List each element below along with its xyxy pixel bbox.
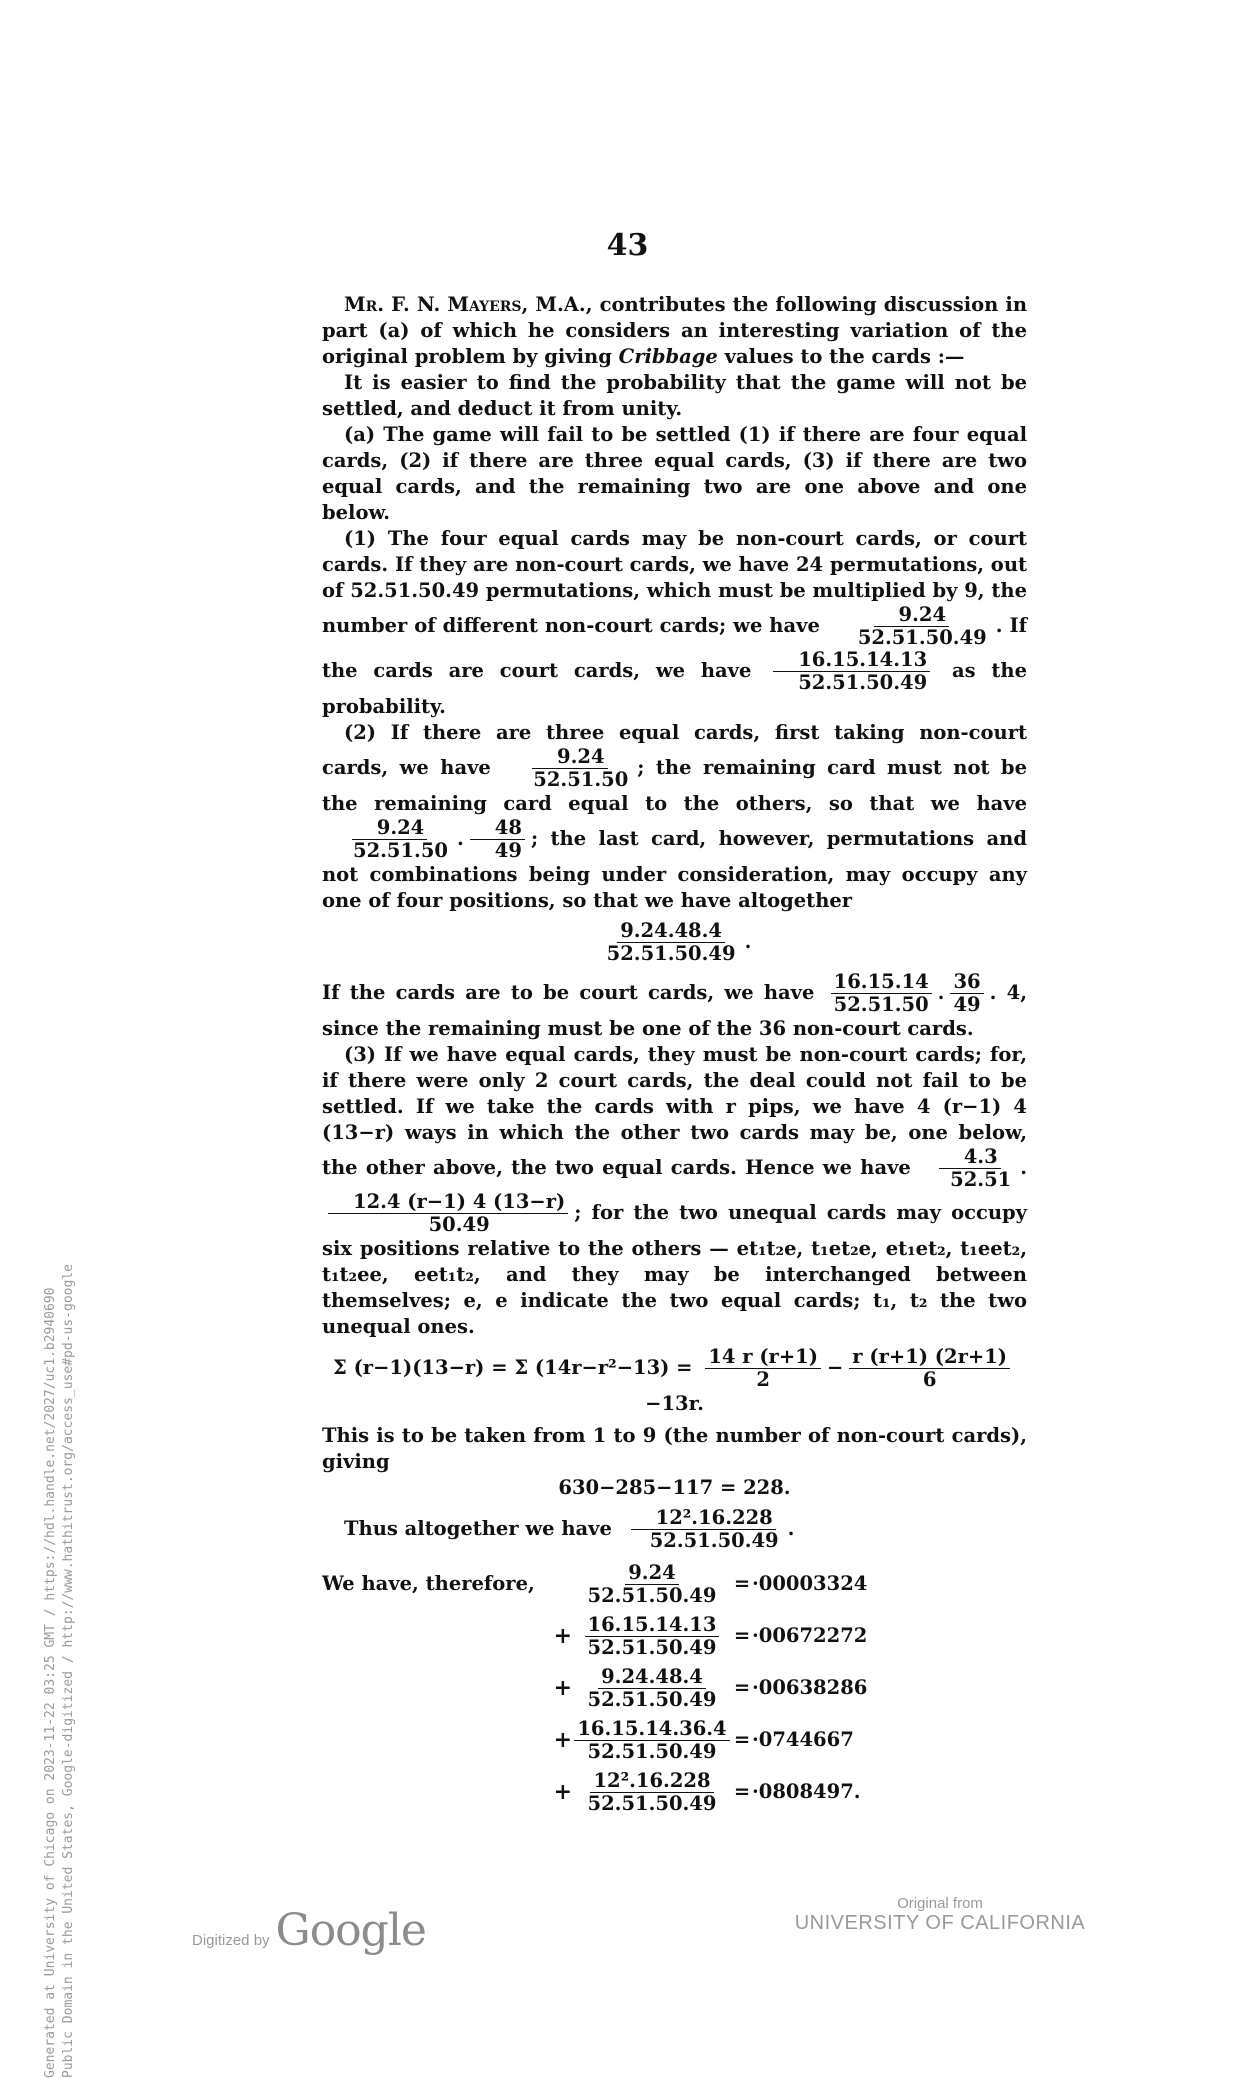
display-equation: $\frac{9.24.48.4}{52.51.50.49}$ . bbox=[322, 920, 1027, 965]
digitized-by-label: Digitized by bbox=[192, 1932, 270, 1949]
intro-paragraph bbox=[322, 292, 1027, 370]
fraction: $\frac{9.24}{52.51.50}$ bbox=[533, 745, 629, 791]
intro-text: , contributes the following discussion in part (a) of which he considers an interesting variation of the original problem by giving bbox=[322, 293, 1028, 368]
summary-value: ·00003324 bbox=[752, 1572, 868, 1595]
fraction: $\frac{16.15.14}{52.51.50}$ bbox=[831, 971, 932, 1016]
hathitrust-watermark bbox=[42, 1178, 78, 2078]
university-name: UNIVERSITY OF CALIFORNIA bbox=[794, 1912, 1086, 1934]
summation-tail: −13r. bbox=[645, 1392, 704, 1415]
fraction: $\frac{\text{12².16.228}}{52.51.50.49}$ bbox=[587, 1768, 717, 1815]
summary-value: ·0744667 bbox=[752, 1728, 854, 1751]
digitized-by-google bbox=[192, 1905, 426, 1956]
summary-row: + $\frac{16.15.14.13}{52.51.50.49}$ = ·00672272 bbox=[322, 1610, 1027, 1662]
summation-equation: Σ (r−1)(13−r) = Σ (14r−r²−13) = $\frac{14 r (r+1)}{2}$ − $\frac{r (r+1) (2r+1)}{6}$ −13r. bbox=[322, 1346, 1027, 1417]
summary-row: We have, therefore, $\frac{9.24}{52.51.50.49}$ = ·00003324 bbox=[322, 1558, 1027, 1610]
case-3-text: (3) If we have equal cards, they must be non-court cards; for, if there were only 2 court cards, the deal could not fail to be settled. If we take the cards with r pips, we have 4 (r−1) 4 (13−r) ways in which the other two cards may be, one below, the other above, the two equal cards. Hence we have bbox=[322, 1043, 1027, 1179]
summary-value: ·0808497. bbox=[752, 1780, 861, 1803]
fraction: $\frac{r (r+1) (2r+1)}{6}$ bbox=[849, 1346, 1010, 1391]
case-2-text-c: ; the last card, however, permutations and not combinations being under consideration, may occupy any one of four positions, so that we have altogether bbox=[322, 827, 1027, 912]
summary-row: + $\frac{\text{12².16.228}}{52.51.50.49}$ = ·0808497. bbox=[322, 1766, 1027, 1818]
taken-paragraph: This is to be taken from 1 to 9 (the number of non-court cards), giving bbox=[322, 1424, 1027, 1473]
watermark-line-1: Generated at University of Chicago on 2023-11-22 03:25 GMT / https://hdl.handle.net/2027/uc1.b2940690 bbox=[43, 1287, 58, 2078]
summary-value: ·00638286 bbox=[752, 1676, 868, 1699]
summation-lhs: Σ (r−1)(13−r) = Σ (14r−r²−13) = bbox=[333, 1356, 693, 1379]
fraction: $\frac{16.15.14.13}{52.51.50.49}$ bbox=[773, 649, 930, 694]
intro-text-end: values to the cards :— bbox=[717, 345, 965, 368]
summary-lead: We have, therefore, bbox=[322, 1572, 535, 1595]
fraction: $\frac{48}{49}$ bbox=[470, 817, 525, 862]
court-text-end: . 4, since the remaining must be one of the 36 non-court cards. bbox=[322, 981, 1028, 1040]
cribbage-term: Cribbage bbox=[618, 345, 718, 368]
part-a-paragraph: (a) The game will fail to be settled (1) if there are four equal cards, (2) if there are three equal cards, (3) if there are two equal cards, and the remaining two are one above and one below. bbox=[322, 423, 1027, 524]
case-2-text: (2) If there are three equal cards, first taking non-court cards, we have bbox=[322, 721, 1027, 779]
summary-row: + $\frac{16.15.14.36.4}{52.51.50.49}$ = ·0744667 bbox=[322, 1714, 1027, 1766]
altogether-text: Thus altogether we have bbox=[344, 1517, 612, 1540]
fraction: $\frac{4.3}{52.51}$ bbox=[925, 1146, 1014, 1191]
watermark-line-2: Public Domain in the United States, Google-digitized / http://www.hathitrust.org/access_use#pd-us-google bbox=[61, 1264, 76, 2078]
google-logo: Google bbox=[275, 1905, 426, 1956]
case-2-paragraph: (2) If there are three equal cards, first taking non-court cards, we have $\frac{9.24}{52.51.50}$ ; the remaining card must not be the remaining card equal to the others, so that we have $\frac{9.24}{52.51.50}$ . $\frac{48}{49}$ ; the last card, however, permutations and not combinations being under consideration, may occupy any one of four positions, so that we have altogether bbox=[322, 721, 1027, 912]
case-1-paragraph bbox=[322, 526, 1027, 720]
taken-result: 630−285−117 = 228. bbox=[558, 1476, 791, 1499]
fraction: $\frac{9.24.48.4}{52.51.50.49}$ bbox=[606, 919, 736, 965]
case-3-paragraph: (3) If we have equal cards, they must be non-court cards; for, if there were only 2 court cards, the deal could not fail to be settled. If we take the cards with r pips, we have 4 (r−1) 4 (13−r) ways in which the other two cards may be, one below, the other above, the two equal cards. Hence we have $\frac{4.3}{52.51}$ . $\frac{12.4 (r-1) 4 (13-r)}{50.49}$ ; for the two unequal cards may occupy six positions relative to the others — et₁t₂e, t₁et₂e, et₁et₂, t₁eet₂, t₁t₂ee, eet₁t₂, and they may be interchanged between themselves; e, e indicate the two equal cards; t₁, t₂ the two unequal ones. bbox=[322, 1043, 1028, 1338]
case-1-mid: . If the cards are court cards, we have bbox=[322, 614, 1027, 682]
page-body bbox=[322, 292, 1027, 1818]
fraction: $\frac{9.24}{52.51.50}$ bbox=[353, 816, 448, 862]
original-from bbox=[780, 1895, 1100, 1935]
fraction: $\frac{14 r (r+1)}{2}$ bbox=[705, 1346, 821, 1391]
court-cards-paragraph: If the cards are to be court cards, we have $\frac{16.15.14}{52.51.50}$ . $\frac{36}{49}$ . 4, since the remaining must be one of the 36 non-court cards. bbox=[322, 970, 1028, 1040]
altogether-paragraph: Thus altogether we have $\frac{\text{12².16.228}}{52.51.50.49}$ . bbox=[344, 1506, 795, 1552]
page-number: 43 bbox=[606, 228, 649, 263]
fraction: $\frac{9.24.48.4}{52.51.50.49}$ bbox=[587, 1664, 717, 1711]
fraction: $\frac{16.15.14.13}{52.51.50.49}$ bbox=[585, 1614, 720, 1659]
summary-row: + $\frac{9.24.48.4}{52.51.50.49}$ = ·00638286 bbox=[322, 1662, 1027, 1714]
fraction: $\frac{\text{12².16.228}}{52.51.50.49}$ bbox=[625, 1507, 782, 1552]
fraction: $\frac{9.24}{52.51.50.49}$ bbox=[587, 1560, 717, 1607]
author-name: Mr. F. N. Mayers, M.A. bbox=[344, 293, 586, 316]
fraction: $\frac{36}{49}$ bbox=[950, 971, 983, 1016]
summary-table bbox=[322, 1558, 1027, 1818]
fraction: $\frac{16.15.14.36.4}{52.51.50.49}$ bbox=[574, 1718, 729, 1763]
fraction: $\frac{12.4 (r-1) 4 (13-r)}{50.49}$ bbox=[328, 1191, 568, 1236]
case-1-text: (1) The four equal cards may be non-court cards, or court cards. If they are non-court cards, we have 24 permutations, out of 52.51.50.49 permutations, which must be multiplied by 9, the number of different non-court cards; we have bbox=[322, 527, 1027, 637]
original-from-label: Original from bbox=[897, 1895, 983, 1912]
summary-value: ·00672272 bbox=[752, 1624, 868, 1647]
case-3-text-b: ; for the two unequal cards may occupy six positions relative to the others — et₁t₂e, t₁et₂e, et₁et₂, t₁eet₂, t₁t₂ee, eet₁t₂, and they may be interchanged between themselves; e, e indicate the two equal cards; t₁, t₂ the two unequal ones. bbox=[322, 1201, 1027, 1338]
fraction: $\frac{9.24}{52.51.50.49}$ bbox=[857, 603, 987, 649]
case-1-end: as the probability. bbox=[322, 659, 1027, 718]
easier-paragraph: It is easier to find the probability that the game will not be settled, and deduct it from unity. bbox=[322, 371, 1027, 420]
court-text: If the cards are to be court cards, we have bbox=[322, 981, 815, 1004]
case-2-text-b: ; the remaining card must not be the remaining card equal to the others, so that we have bbox=[322, 756, 1027, 815]
